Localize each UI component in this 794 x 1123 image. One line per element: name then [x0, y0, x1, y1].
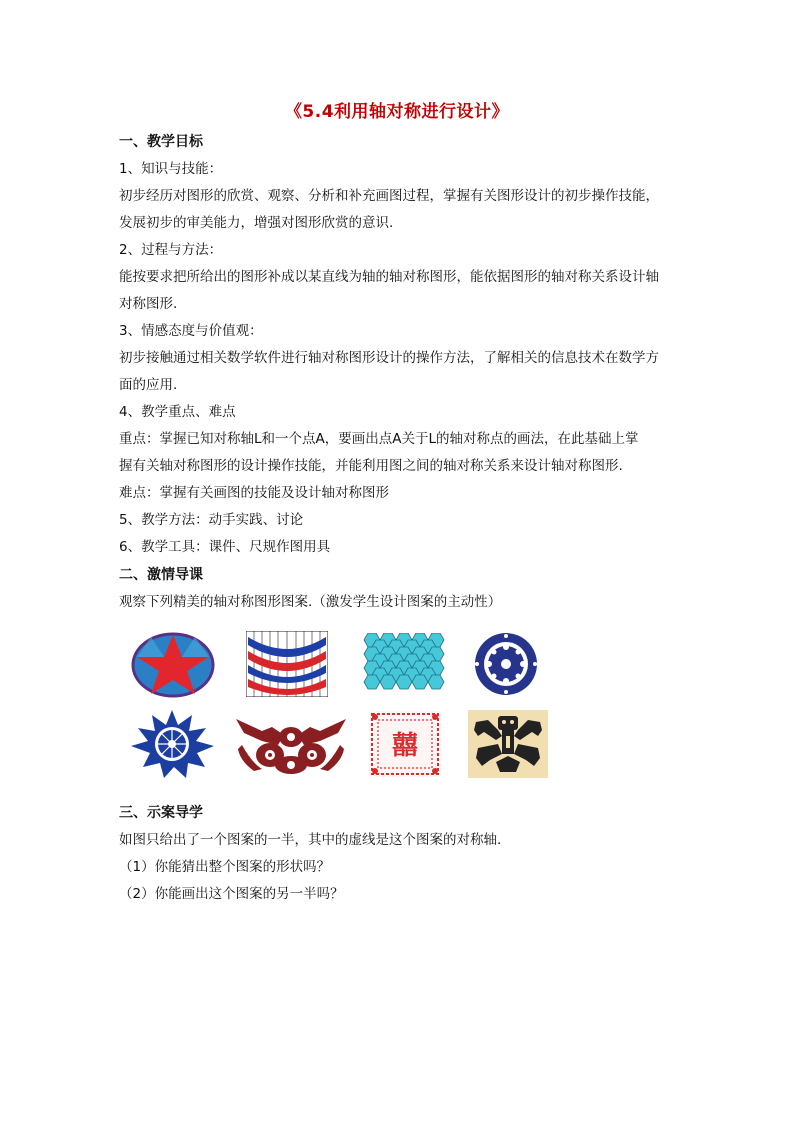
item-label: 5、教学方法：动手实践、讨论 — [119, 512, 304, 528]
paragraph-line: 发展初步的审美能力，增强对图形欣赏的意识. — [119, 215, 394, 231]
black-dragon-papercut-figure — [468, 710, 548, 778]
star-in-oval-figure — [131, 632, 215, 698]
paragraph-line: 对称图形. — [119, 296, 178, 312]
question-line: （2）你能画出这个图案的另一半吗？ — [119, 886, 344, 902]
item-label: 6、教学工具：课件、尺规作图用具 — [119, 539, 331, 555]
paragraph-line: 如图只给出了一个图案的一半，其中的虚线是这个图案的对称轴. — [119, 832, 502, 848]
section-heading: 三、示案导学 — [119, 805, 203, 821]
paragraph-line: 难点：掌握有关画图的技能及设计轴对称图形 — [119, 485, 389, 501]
paragraph-line: 初步接触通过相关数学软件进行轴对称图形设计的操作方法，了解相关的信息技术在数学方 — [119, 350, 659, 366]
section-heading: 二、激情导课 — [119, 567, 203, 583]
blue-round-papercut-figure — [468, 631, 544, 697]
double-happiness-papercut-figure — [369, 711, 441, 777]
item-label: 2、过程与方法： — [119, 242, 223, 258]
red-bird-papercut-figure — [232, 711, 350, 775]
paragraph-line: 观察下列精美的轴对称图形图案.（激发学生设计图案的主动性） — [119, 594, 502, 610]
item-label: 3、情感态度与价值观： — [119, 323, 263, 339]
paragraph-line: 重点：掌握已知对称轴L和一个点A，要画出点A关于L的轴对称点的画法，在此基础上掌 — [119, 431, 639, 447]
blue-star-papercut-figure — [128, 709, 216, 779]
paragraph-line: 握有关轴对称图形的设计操作技能，并能利用图之间的轴对称关系来设计轴对称图形. — [119, 458, 623, 474]
page-title: 《5.4利用轴对称进行设计》 — [284, 102, 510, 122]
item-label: 4、教学重点、难点 — [119, 404, 236, 420]
svg-text:囍: 囍 — [391, 731, 419, 761]
hexagon-honeycomb-figure — [362, 633, 448, 691]
item-label: 1、知识与技能： — [119, 161, 223, 177]
paragraph-line: 能按要求把所给出的图形补成以某直线为轴的轴对称图形，能依据图形的轴对称关系设计轴 — [119, 269, 659, 285]
question-line: （1）你能猜出整个图案的形状吗？ — [119, 859, 331, 875]
section-heading: 一、教学目标 — [119, 134, 203, 150]
paragraph-line: 面的应用. — [119, 377, 178, 393]
paragraph-line: 初步经历对图形的欣赏、观察、分析和补充画图过程，掌握有关图形设计的初步操作技能， — [119, 188, 659, 204]
striped-grid-figure — [246, 631, 328, 697]
